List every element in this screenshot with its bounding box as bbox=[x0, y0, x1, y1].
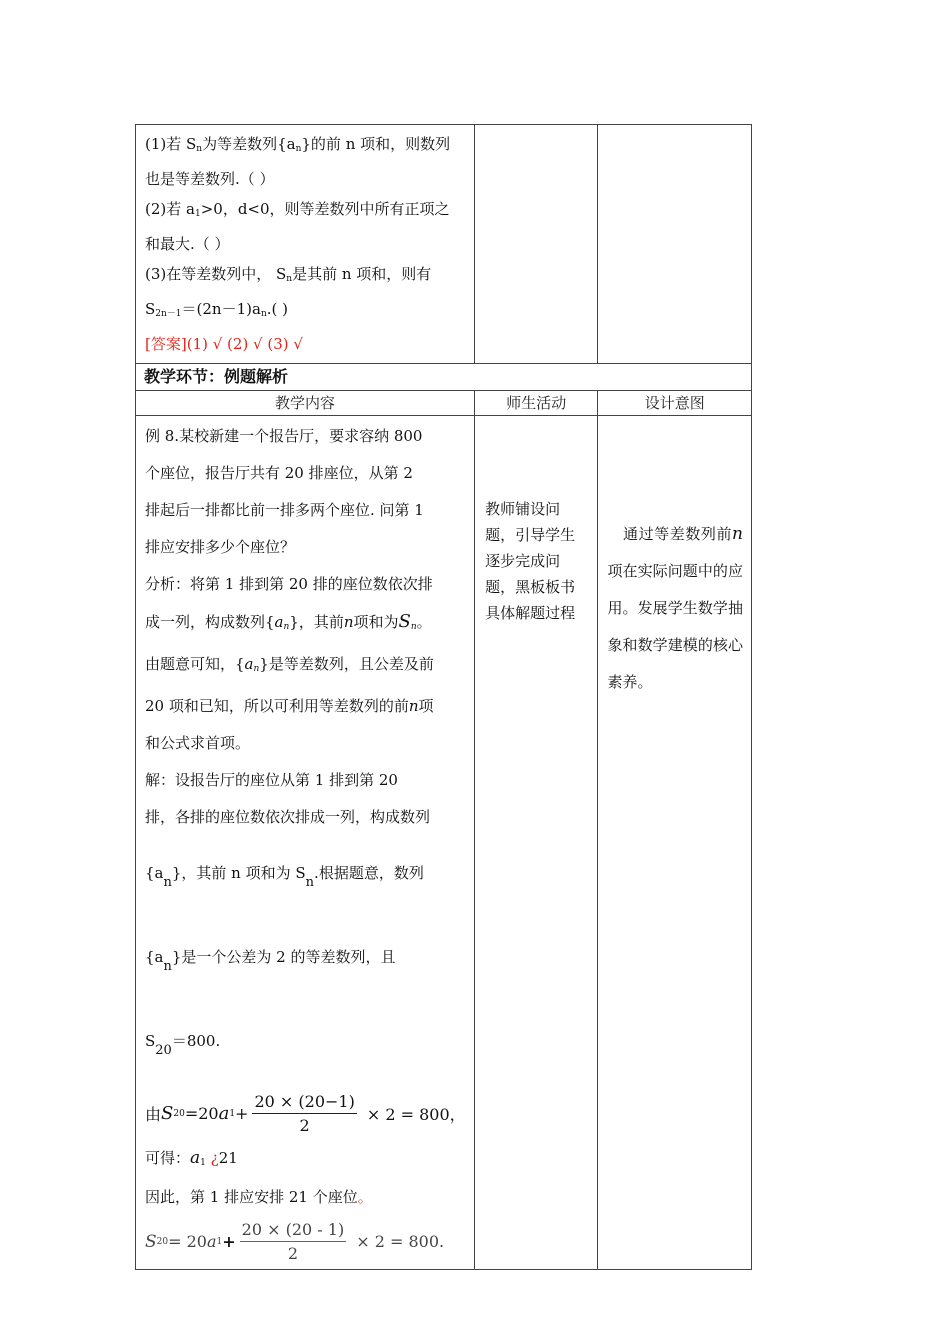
header-row bbox=[136, 391, 752, 416]
analysis-text: 由题意可知，$\{a_n\}$是等差数列，且公差及前 bbox=[145, 655, 434, 674]
analysis-text: 20 项和已知，所以可利用等差数列的前n项 bbox=[145, 697, 434, 715]
fraction: $\frac{20 \times (20 - 1)}{2}$ bbox=[241, 1220, 345, 1263]
question-1: (1)若 $S_n$为等差数列$\{a_n\}$的前 n 项和，则数列 bbox=[145, 135, 451, 154]
sum-formula-gray: S 20 = 20 a 1 + $\frac{20 \times (20 - 1)}{2}$ × 2 = 800. bbox=[145, 1220, 445, 1263]
solution-text: $\{a_n\}$是一个公差为 2 的等差数列，且 bbox=[145, 948, 396, 974]
example-text: 例 8.某校新建一个报告厅，要求容纳 800 bbox=[145, 427, 423, 445]
fraction: $\frac{20 \times (20-1)}{2}$ bbox=[254, 1092, 355, 1135]
result-text: 可得：$a_1$ ¿21 bbox=[145, 1148, 238, 1168]
example-text: 排应安排多少个座位？ bbox=[145, 538, 296, 556]
activity-text: 教师铺设问题，引导学生逐步完成问题，黑板板书具体解题过程 bbox=[485, 500, 576, 622]
header-activity: 师生活动 bbox=[475, 391, 598, 416]
activity-cell bbox=[475, 416, 598, 1270]
solution-text: 排，各排的座位数依次排成一列，构成数列 bbox=[145, 808, 431, 826]
answer-line: [答案](1) √ (2) √ (3) √ bbox=[145, 335, 303, 353]
analysis-text: 分析：将第 1 排到第 20 排的座位数依次排 bbox=[145, 575, 433, 593]
exercise-row bbox=[136, 125, 752, 364]
solution-text: $S_{20}=800$. bbox=[145, 1032, 221, 1058]
question-2: (2)若 $a_1>0$，d<0，则等差数列中所有正项之 bbox=[145, 200, 450, 219]
header-content: 教学内容 bbox=[136, 391, 475, 416]
example-row bbox=[136, 416, 752, 1270]
analysis-text: 成一列，构成数列$\{a_n\}$，其前n项和为$S_n$。 bbox=[145, 611, 432, 632]
example-text: 个座位，报告厅共有 20 排座位，从第 2 bbox=[145, 464, 413, 482]
analysis-text: 和公式求首项。 bbox=[145, 734, 251, 752]
section-row bbox=[136, 364, 752, 391]
empty-cell bbox=[475, 125, 598, 364]
sum-formula: 由 S 20 =20 a 1 + $\frac{20 \times (20-1)}{2}$ × 2 = 800， bbox=[145, 1092, 466, 1135]
example-cell bbox=[136, 416, 475, 1270]
question-3-cont: $S_{2n-1}=(2n-1)a_n$.( ) bbox=[145, 300, 288, 319]
solution-text: 解：设报告厅的座位从第 1 排到第 20 bbox=[145, 771, 398, 789]
question-2-cont: 和最大.（ ） bbox=[145, 235, 230, 253]
solution-text: $\{a_n\}$，其前 n 项和为 $S_n$.根据题意，数列 bbox=[145, 864, 424, 890]
header-intent: 设计意图 bbox=[598, 391, 752, 416]
question-3: (3)在等差数列中， $S_n$是其前 n 项和，则有 bbox=[145, 265, 432, 284]
example-text: 排起后一排都比前一排多两个座位. 问第 1 bbox=[145, 501, 424, 519]
lesson-table bbox=[135, 124, 752, 1270]
intent-cell bbox=[598, 416, 752, 1270]
conclusion-text: 因此，第 1 排应安排 21 个座位。 bbox=[145, 1188, 373, 1206]
question-1-cont: 也是等差数列.（ ） bbox=[145, 170, 275, 188]
exercise-cell bbox=[136, 125, 475, 364]
section-title: 教学环节：例题解析 bbox=[144, 367, 289, 386]
intent-text: 通过等差数列前n项在实际问题中的应用。发展学生数学抽象和数学建模的核心素养。 bbox=[607, 524, 743, 691]
empty-cell bbox=[598, 125, 752, 364]
